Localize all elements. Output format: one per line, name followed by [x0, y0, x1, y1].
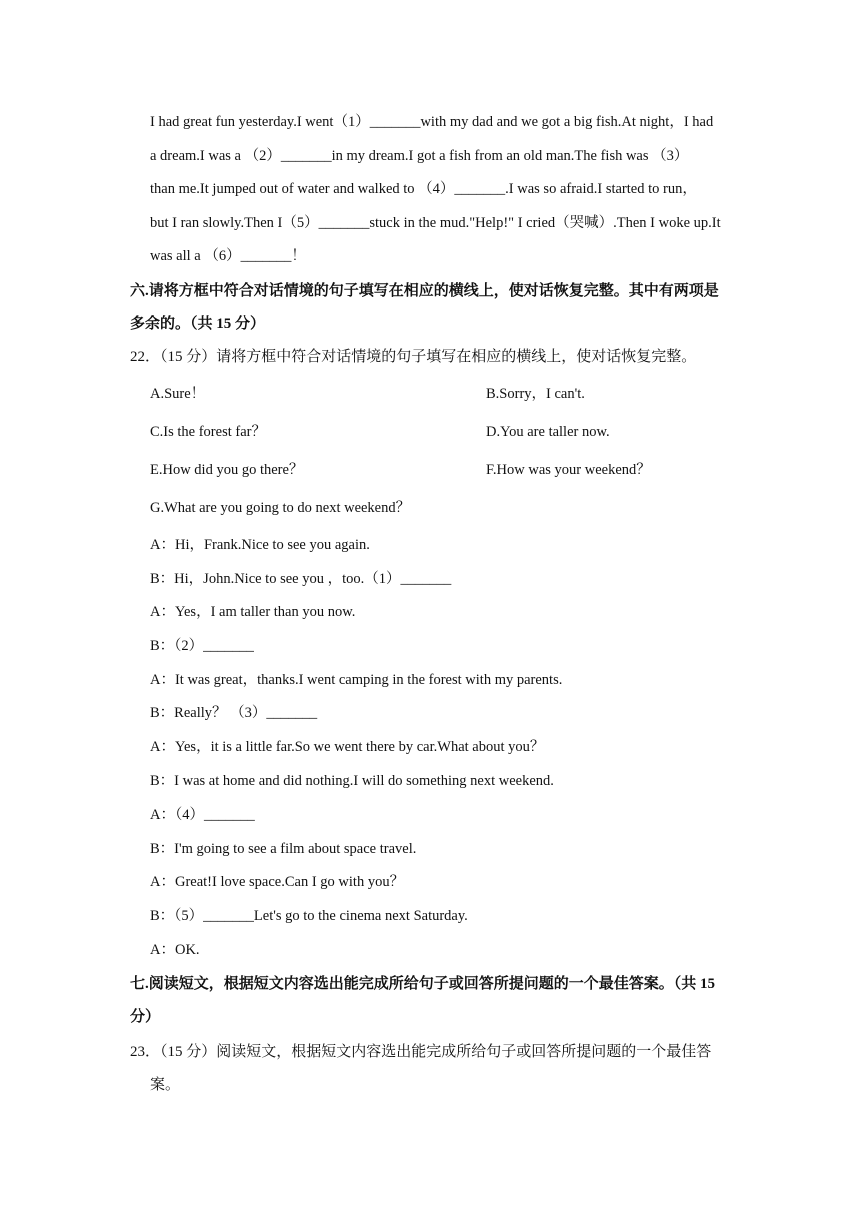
dialogue-line: B：（5）_______Let's go to the cinema next Saturday. [150, 908, 468, 924]
dialogue-line: A：（4）_______ [150, 807, 255, 823]
option-f: F.How was your weekend？ [486, 462, 651, 478]
dialogue-line: B：（2）_______ [150, 638, 254, 654]
dialogue-line: A：OK. [150, 942, 200, 958]
dialogue-line: A：Yes，I am taller than you now. [150, 604, 356, 620]
dialogue-line: A：Great!I love space.Can I go with you？ [150, 874, 405, 890]
passage-line: but I ran slowly.Then I（5）_______stuck in the mud."Help!" I cried（哭喊）.Then I woke up.It [150, 215, 721, 231]
dialogue-line: B：I was at home and did nothing.I will do something next weekend. [150, 773, 554, 789]
option-a: A.Sure！ [150, 386, 206, 402]
dialogue-line: A：Yes，it is a little far.So we went there by car.What about you？ [150, 739, 545, 755]
dialogue-line: B：I'm going to see a film about space travel. [150, 841, 417, 857]
question-23-prompt: 23．（15 分）阅读短文，根据短文内容选出能完成所给句子或回答所提问题的一个最佳答 [130, 1044, 712, 1060]
passage-line: I had great fun yesterday.I went（1）_______with my dad and we got a big fish.At night，I had [150, 114, 714, 130]
question-22-prompt: 22．（15 分）请将方框中符合对话情境的句子填写在相应的横线上，使对话恢复完整。 [130, 349, 697, 365]
dialogue-line: A：Hi，Frank.Nice to see you again. [150, 537, 370, 553]
section-6-heading: 六.请将方框中符合对话情境的句子填写在相应的横线上，使对话恢复完整。其中有两项是 [130, 283, 719, 299]
section-6-heading-cont: 多余的。（共 15 分） [130, 316, 266, 332]
dialogue-line: B：Hi，John.Nice to see you ，too.（1）_______ [150, 571, 452, 587]
option-d: D.You are taller now. [486, 424, 610, 440]
section-7-heading-cont: 分） [130, 1009, 161, 1025]
option-g: G.What are you going to do next weekend？ [150, 500, 411, 516]
question-23-prompt-cont: 案。 [150, 1077, 181, 1093]
dialogue-line: A：It was great，thanks.I went camping in the forest with my parents. [150, 672, 563, 688]
passage-line: than me.It jumped out of water and walked to （4）_______.I was so afraid.I started to run， [150, 181, 697, 197]
option-c: C.Is the forest far？ [150, 424, 266, 440]
passage-line: was all a （6）_______！ [150, 248, 306, 264]
option-e: E.How did you go there？ [150, 462, 304, 478]
dialogue-line: B：Really？ （3）_______ [150, 705, 318, 721]
section-7-heading: 七.阅读短文，根据短文内容选出能完成所给句子或回答所提问题的一个最佳答案。（共 15 [130, 976, 716, 992]
option-b: B.Sorry，I can't. [486, 386, 585, 402]
passage-line: a dream.I was a （2）_______in my dream.I got a fish from an old man.The fish was （3） [150, 148, 689, 164]
